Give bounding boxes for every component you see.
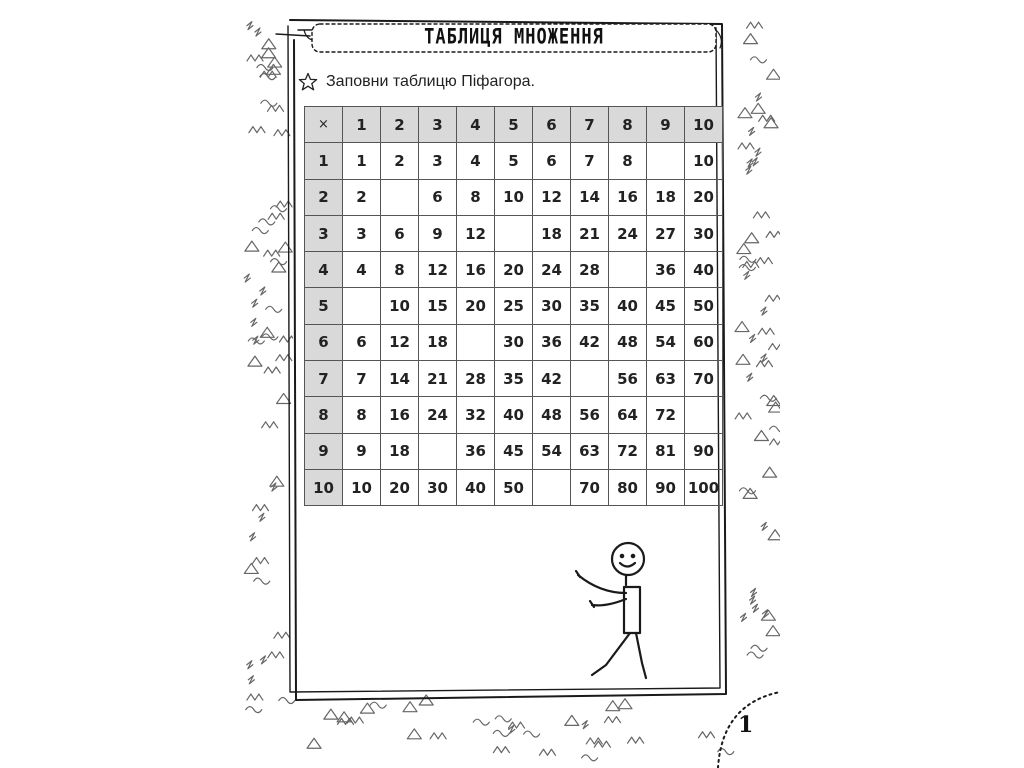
column-header: 8 [609, 107, 647, 143]
header-row [305, 107, 723, 143]
column-header: 1 [343, 107, 381, 143]
product-cell: 3 [419, 143, 457, 179]
product-cell: 40 [495, 397, 533, 433]
column-header: 7 [571, 107, 609, 143]
product-cell: 12 [533, 179, 571, 215]
product-cell: 45 [495, 433, 533, 469]
product-cell: 24 [533, 252, 571, 288]
product-cell: 50 [495, 469, 533, 505]
product-cell: 42 [571, 324, 609, 360]
product-cell: 70 [685, 361, 723, 397]
product-cell: 80 [609, 469, 647, 505]
table-row [305, 361, 723, 397]
product-cell: 50 [685, 288, 723, 324]
empty-cell[interactable] [685, 397, 723, 433]
column-header: 4 [457, 107, 495, 143]
table-row [305, 143, 723, 179]
product-cell: 6 [343, 324, 381, 360]
table-row [305, 469, 723, 505]
row-header: 7 [305, 361, 343, 397]
row-header: 9 [305, 433, 343, 469]
row-header: 8 [305, 397, 343, 433]
page-number: 1 [738, 712, 754, 738]
product-cell: 24 [419, 397, 457, 433]
product-cell: 40 [457, 469, 495, 505]
product-cell: 40 [685, 252, 723, 288]
product-cell: 70 [571, 469, 609, 505]
empty-cell[interactable] [495, 215, 533, 251]
row-header: 4 [305, 252, 343, 288]
product-cell: 10 [343, 469, 381, 505]
product-cell: 9 [419, 215, 457, 251]
table-row [305, 397, 723, 433]
table-row [305, 215, 723, 251]
product-cell: 48 [609, 324, 647, 360]
column-header: 10 [685, 107, 723, 143]
product-cell: 21 [419, 361, 457, 397]
row-header: 5 [305, 288, 343, 324]
product-cell: 32 [457, 397, 495, 433]
product-cell: 20 [495, 252, 533, 288]
product-cell: 14 [571, 179, 609, 215]
row-header: 3 [305, 215, 343, 251]
product-cell: 12 [381, 324, 419, 360]
product-cell: 3 [343, 215, 381, 251]
page-number-corner [718, 696, 780, 768]
empty-cell[interactable] [609, 252, 647, 288]
row-header: 2 [305, 179, 343, 215]
empty-cell[interactable] [571, 361, 609, 397]
product-cell: 14 [381, 361, 419, 397]
product-cell: 7 [571, 143, 609, 179]
table-row [305, 252, 723, 288]
product-cell: 16 [381, 397, 419, 433]
product-cell: 60 [685, 324, 723, 360]
product-cell: 30 [685, 215, 723, 251]
instruction-text: Заповни таблицю Піфагора. [326, 73, 535, 90]
empty-cell[interactable] [533, 469, 571, 505]
product-cell: 7 [343, 361, 381, 397]
product-cell: 18 [381, 433, 419, 469]
product-cell: 36 [647, 252, 685, 288]
product-cell: 8 [343, 397, 381, 433]
product-cell: 42 [533, 361, 571, 397]
row-header: 6 [305, 324, 343, 360]
product-cell: 16 [457, 252, 495, 288]
star-icon [298, 72, 318, 92]
stick-figure-illustration [570, 535, 680, 685]
product-cell: 40 [609, 288, 647, 324]
product-cell: 20 [457, 288, 495, 324]
product-cell: 64 [609, 397, 647, 433]
product-cell: 28 [457, 361, 495, 397]
empty-cell[interactable] [343, 288, 381, 324]
column-header: 3 [419, 107, 457, 143]
product-cell: 6 [533, 143, 571, 179]
product-cell: 2 [381, 143, 419, 179]
product-cell: 8 [381, 252, 419, 288]
product-cell: 63 [571, 433, 609, 469]
product-cell: 18 [647, 179, 685, 215]
row-header: 1 [305, 143, 343, 179]
product-cell: 24 [609, 215, 647, 251]
product-cell: 45 [647, 288, 685, 324]
product-cell: 9 [343, 433, 381, 469]
product-cell: 18 [419, 324, 457, 360]
product-cell: 90 [647, 469, 685, 505]
row-header: 10 [305, 469, 343, 505]
product-cell: 100 [685, 469, 723, 505]
product-cell: 81 [647, 433, 685, 469]
product-cell: 10 [495, 179, 533, 215]
product-cell: 28 [571, 252, 609, 288]
product-cell: 72 [609, 433, 647, 469]
multiplication-table-container [304, 106, 723, 506]
product-cell: 54 [647, 324, 685, 360]
product-cell: 18 [533, 215, 571, 251]
product-cell: 8 [457, 179, 495, 215]
product-cell: 56 [571, 397, 609, 433]
product-cell: 8 [609, 143, 647, 179]
product-cell: 6 [381, 215, 419, 251]
empty-cell[interactable] [419, 433, 457, 469]
column-header: 9 [647, 107, 685, 143]
product-cell: 35 [571, 288, 609, 324]
product-cell: 4 [457, 143, 495, 179]
product-cell: 25 [495, 288, 533, 324]
table-row [305, 324, 723, 360]
table-row [305, 288, 723, 324]
product-cell: 10 [685, 143, 723, 179]
product-cell: 56 [609, 361, 647, 397]
product-cell: 36 [457, 433, 495, 469]
product-cell: 27 [647, 215, 685, 251]
product-cell: 15 [419, 288, 457, 324]
product-cell: 12 [419, 252, 457, 288]
product-cell: 30 [419, 469, 457, 505]
product-cell: 4 [343, 252, 381, 288]
corner-cell: × [305, 107, 343, 143]
workbook-page [240, 0, 780, 768]
column-header: 6 [533, 107, 571, 143]
product-cell: 48 [533, 397, 571, 433]
product-cell: 5 [495, 143, 533, 179]
product-cell: 12 [457, 215, 495, 251]
product-cell: 20 [685, 179, 723, 215]
table-row [305, 433, 723, 469]
product-cell: 16 [609, 179, 647, 215]
product-cell: 6 [419, 179, 457, 215]
title-banner [310, 22, 718, 52]
product-cell: 20 [381, 469, 419, 505]
product-cell: 30 [533, 288, 571, 324]
product-cell: 1 [343, 143, 381, 179]
empty-cell[interactable] [457, 324, 495, 360]
product-cell: 90 [685, 433, 723, 469]
instruction [298, 72, 535, 92]
product-cell: 10 [381, 288, 419, 324]
column-header: 2 [381, 107, 419, 143]
product-cell: 21 [571, 215, 609, 251]
empty-cell[interactable] [381, 179, 419, 215]
product-cell: 2 [343, 179, 381, 215]
product-cell: 30 [495, 324, 533, 360]
multiplication-table [304, 106, 723, 506]
empty-cell[interactable] [647, 143, 685, 179]
product-cell: 54 [533, 433, 571, 469]
product-cell: 63 [647, 361, 685, 397]
column-header: 5 [495, 107, 533, 143]
page-title: ТАБЛИЦЯ МНОЖЕННЯ [424, 24, 604, 50]
table-row [305, 179, 723, 215]
product-cell: 72 [647, 397, 685, 433]
product-cell: 35 [495, 361, 533, 397]
product-cell: 36 [533, 324, 571, 360]
